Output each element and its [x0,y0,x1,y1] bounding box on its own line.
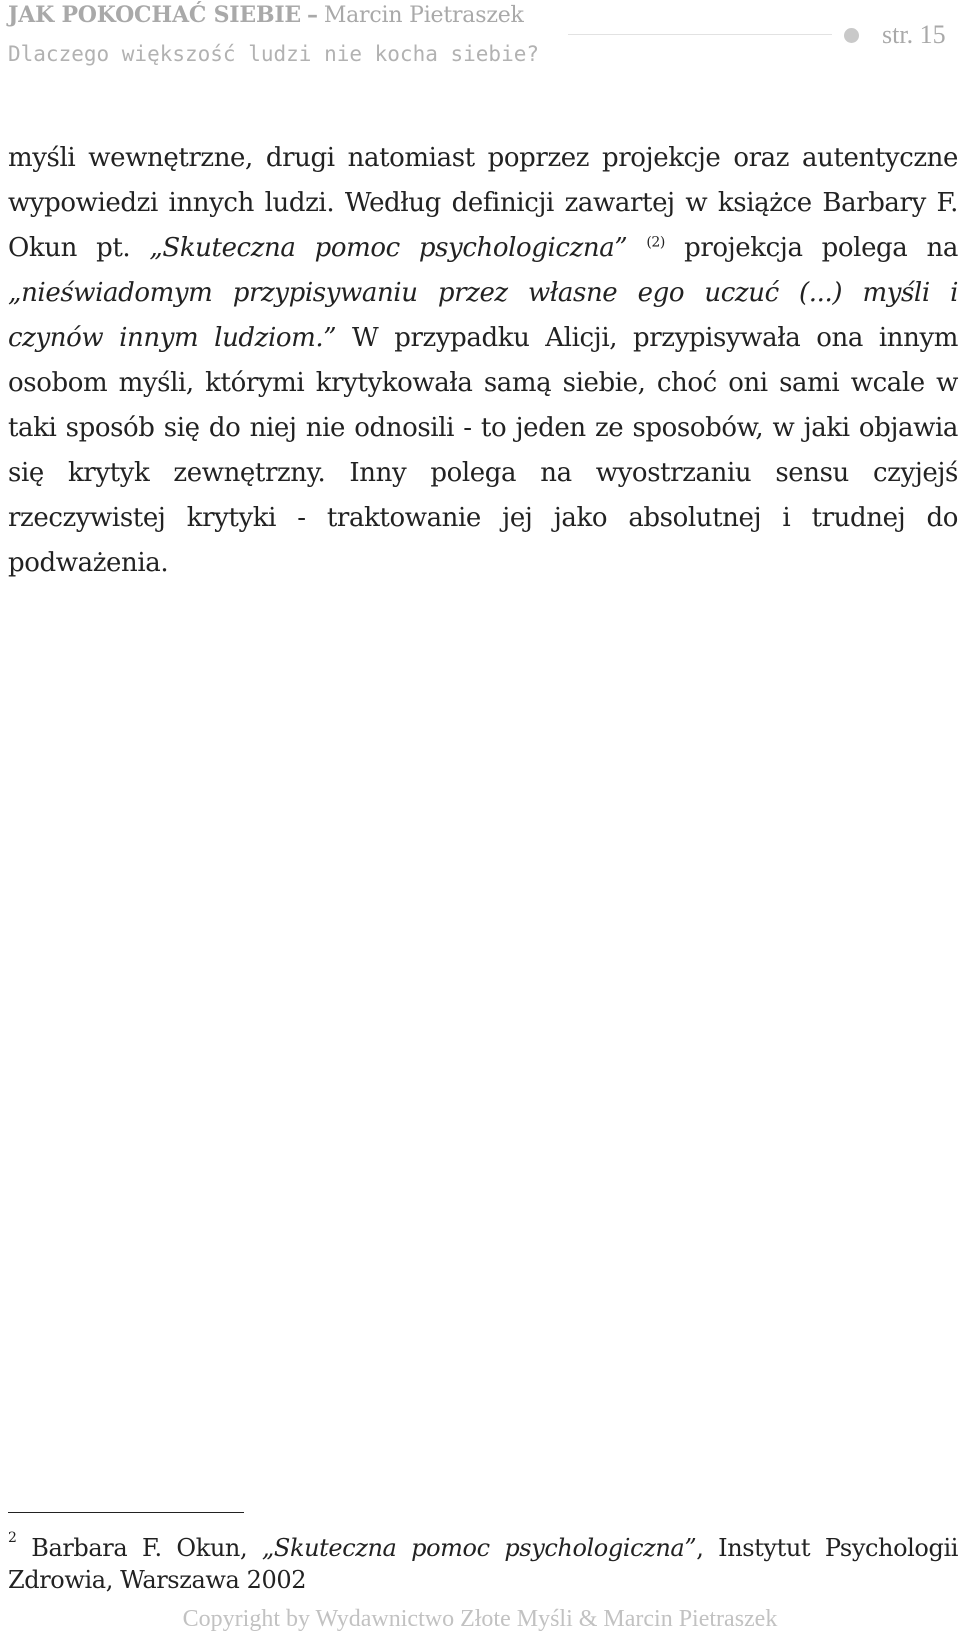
bullet-dot-icon [844,28,859,43]
body-text-part-2: projekcja polega na [664,233,958,263]
quoted-definition: „nieświadomym przypisywaniu przez własne ego uczuć (...) myśli i czynów innym ludziom.” [8,278,958,353]
page-number: str. 15 [882,20,946,49]
running-title [8,2,524,28]
footnote [8,1532,958,1596]
body-text-part-3: W przypadku Alicji, przypisywała ona innym osobom myśli, którymi krytykowała samą siebie, choć oni sami wcale w taki sposób się do niej nie odnosili - to jeden ze sposobów, w jaki objawia się krytyk zewnętrzny. Inny polega na wyostrzaniu sensu czyjejś rzeczywistej krytyki - traktowanie jej jako absolutnej i trudnej do podważenia. [8,323,959,578]
body-paragraph [8,136,958,586]
title-separator: – [307,2,318,28]
footnote-book-title: „Skuteczna pomoc psychologiczna” [261,1534,697,1562]
header-divider [568,34,832,35]
page-header [8,0,952,90]
footnote-suffix: , Instytut Psychologii Zdrowia, Warszawa 2002 [8,1534,958,1594]
footnote-divider [8,1512,244,1513]
footnote-reference: (2) [646,234,665,251]
author-name: Marcin Pietraszek [323,3,524,28]
footnote-number: 2 [8,1530,17,1546]
copyright-footer: Copyright by Wydawnictwo Złote Myśli & Marcin Pietraszek [182,1606,778,1632]
footnote-prefix: Barbara F. Okun, [16,1534,262,1562]
book-title: JAK POKOCHAĆ SIEBIE [8,2,301,28]
quoted-book-title: „Skuteczna pomoc psychologiczna” [149,233,628,263]
body-text-part-1: myśli wewnętrzne, drugi natomiast poprzez projekcje oraz autentyczne wypowiedzi innych ludzi. Według definicji zawartej w książce Barbary F. Okun pt. [8,143,958,263]
chapter-title: Dlaczego większość ludzi nie kocha siebie? [8,42,540,66]
